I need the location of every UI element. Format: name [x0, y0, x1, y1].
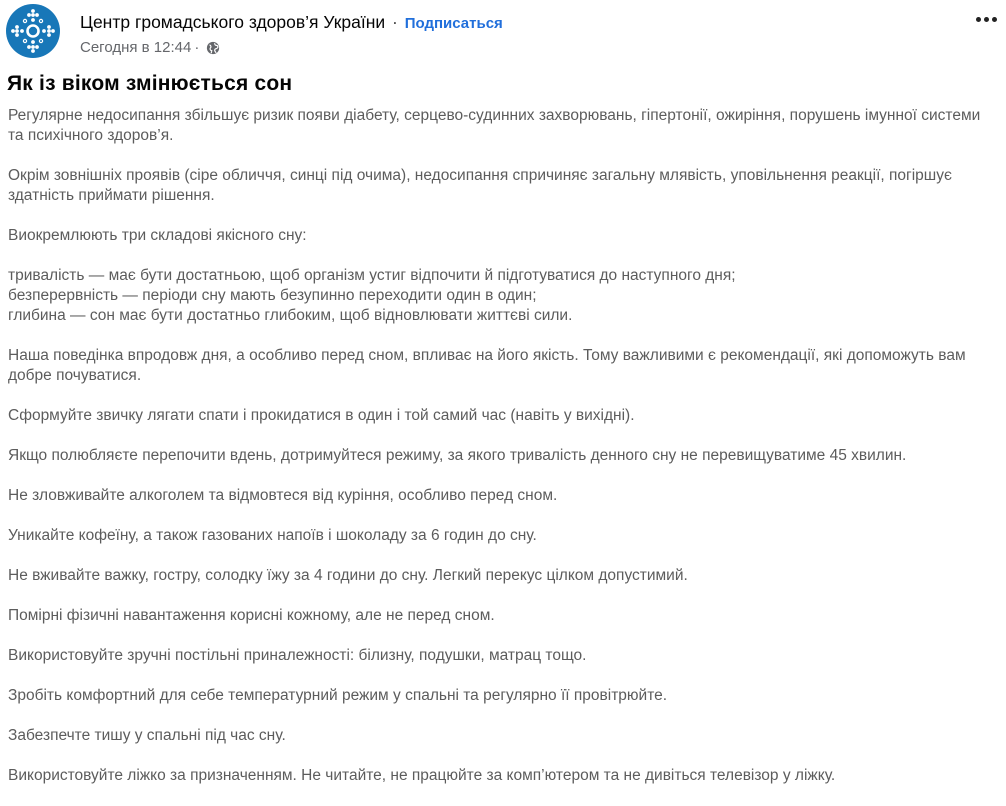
recommendation: Наша поведінка впродовж дня, а особливо перед сном, впливає на його якість. Тому важливими є рекомендації, які допоможуть вам добре почуватися. [8, 347, 966, 384]
recommendation: Якщо полюбляєте перепочити вдень, дотримуйтеся режиму, за якого тривалість денного сну не перевищуватиме 45 хвилин. [8, 447, 907, 464]
more-dot [992, 17, 997, 22]
recommendation: Не вживайте важку, гостру, солодку їжу за 4 години до сну. Легкий перекус цілком допустимий. [8, 567, 688, 584]
component-item: безперервність — періоди сну мають безупинно переходити один в один; [8, 287, 537, 304]
paragraph: Регулярне недосипання збільшує ризик появи діабету, серцево-судинних захворювань, гіпертонії, ожиріння, порушень імунної системи та психічного здоров’я. [8, 107, 981, 144]
post-title: Як із віком змінюється сон [7, 72, 293, 95]
more-dot [984, 17, 989, 22]
page-name-link[interactable]: Центр громадського здоров’я України [80, 12, 386, 32]
paragraph: Виокремлюють три складові якісного сну: [8, 227, 307, 244]
component-item: глибина — сон має бути достатньо глибоким, щоб відновлювати життєві сили. [8, 307, 573, 324]
follow-button[interactable]: Подписаться [404, 15, 503, 32]
recommendation: Зробіть комфортний для себе температурний режим у спальні та регулярно її провітрюйте. [8, 687, 668, 704]
phc-logo-icon [6, 4, 60, 58]
recommendation: Забезпечте тишу у спальні під час сну. [8, 727, 286, 744]
recommendation: Сформуйте звичку лягати спати і прокидатися в один і той самий час (навіть у вихідні). [8, 407, 635, 424]
post-body [8, 106, 1000, 806]
more-options-button[interactable] [976, 13, 1002, 25]
recommendation: Використовуйте ліжко за призначенням. Не читайте, не працюйте за комп’ютером та не дивіться телевізор у ліжку. [8, 767, 836, 784]
page-name-line [80, 12, 503, 33]
recommendation: Не зловживайте алкоголем та відмовтеся від куріння, особливо перед сном. [8, 487, 558, 504]
component-item: тривалість — має бути достатньою, щоб організм устиг відпочити й підготуватися до наступного дня; [8, 267, 736, 284]
meta-separator: · [194, 39, 200, 56]
globe-icon[interactable] [206, 41, 220, 55]
paragraph: Окрім зовнішніх проявів (сіре обличчя, синці під очима), недосипання спричиняє загальну млявість, уповільнення реакції, погіршує здатність приймати рішення. [8, 167, 952, 204]
page-avatar[interactable] [6, 4, 60, 58]
recommendation: Помірні фізичні навантаження корисні кожному, але не перед сном. [8, 607, 495, 624]
separator: · [392, 12, 398, 32]
post-header [0, 0, 1006, 64]
recommendation: Використовуйте зручні постільні приналежності: білизну, подушки, матрац тощо. [8, 647, 587, 664]
post-timestamp[interactable]: Сегодня в 12:44 [80, 39, 192, 56]
recommendation: Уникайте кофеїну, а також газованих напоїв і шоколаду за 6 годин до сну. [8, 527, 537, 544]
post-meta [80, 39, 220, 56]
more-options-icon [976, 17, 981, 22]
